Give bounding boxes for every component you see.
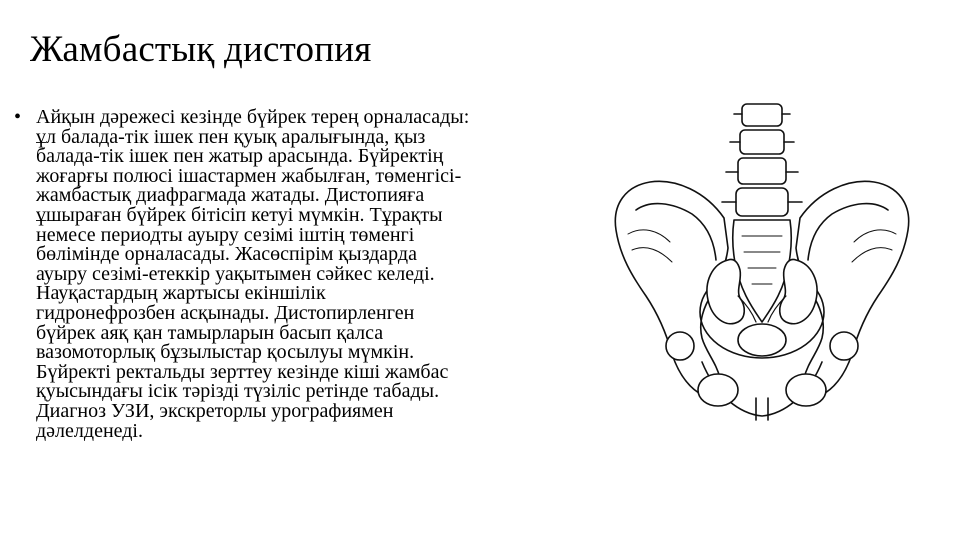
bullet-line: вазомоторлық бұзылыстар қосылуы мүмкін. <box>36 341 415 364</box>
bullet-line: Диагноз УЗИ, экскреторлы урографиямен <box>36 399 394 422</box>
bullet-line: Науқастардың жартысы екіншілік <box>36 282 326 305</box>
bullet-line: жоғарғы полюсі ішастармен жабылған, төменгісі- <box>36 164 462 187</box>
right-acetabulum <box>830 332 858 360</box>
bullet-item <box>10 108 610 441</box>
bullet-list <box>10 108 610 441</box>
bullet-line: гидронефрозбен асқынады. Дистопирленген <box>36 301 415 324</box>
bullet-line: ұл балада-тік ішек пен қуық аралығында, қыз <box>36 125 426 148</box>
bullet-line: бүйрек аяқ қан тамырларын басып қалса <box>36 321 384 344</box>
bullet-line: Айқын дәрежесі кезінде бүйрек терең орналасады: <box>36 106 470 128</box>
bladder <box>738 324 786 356</box>
bullet-line: ұшыраған бүйрек бітісіп кетуі мүмкін. Тұрақты <box>36 203 443 226</box>
bullet-line: қуысындағы ісік тәрізді түзіліс ретінде табады. <box>36 380 440 403</box>
bullet-line: жамбастық диафрагмада жатады. Дистопияға <box>36 184 425 207</box>
pelvis-kidney-illustration <box>606 100 918 426</box>
vertebra <box>736 188 788 216</box>
bullet-line: дәлелденеді. <box>36 419 143 442</box>
bullet-line: ауыру сезімі-етеккір уақытымен сәйкес келеді. <box>36 262 435 285</box>
slide-title: Жамбастық дистопия <box>30 29 372 70</box>
bullet-line: балада-тік ішек пен жатыр арасында. Бүйректің <box>36 145 444 168</box>
vertebra <box>742 104 782 126</box>
bullet-line: бөлімінде орналасады. Жасөспірім қыздарда <box>36 243 417 266</box>
bullet-line: Бүйректі ректальды зерттеу кезінде кіші жамбас <box>36 360 449 383</box>
vertebra <box>738 158 786 184</box>
bullet-line: немесе периодты ауыру сезімі іштің төменгі <box>36 223 415 246</box>
left-obturator-foramen <box>698 374 738 406</box>
right-obturator-foramen <box>786 374 826 406</box>
bullet-dot: • <box>14 106 22 128</box>
left-acetabulum <box>666 332 694 360</box>
vertebra <box>740 130 784 154</box>
